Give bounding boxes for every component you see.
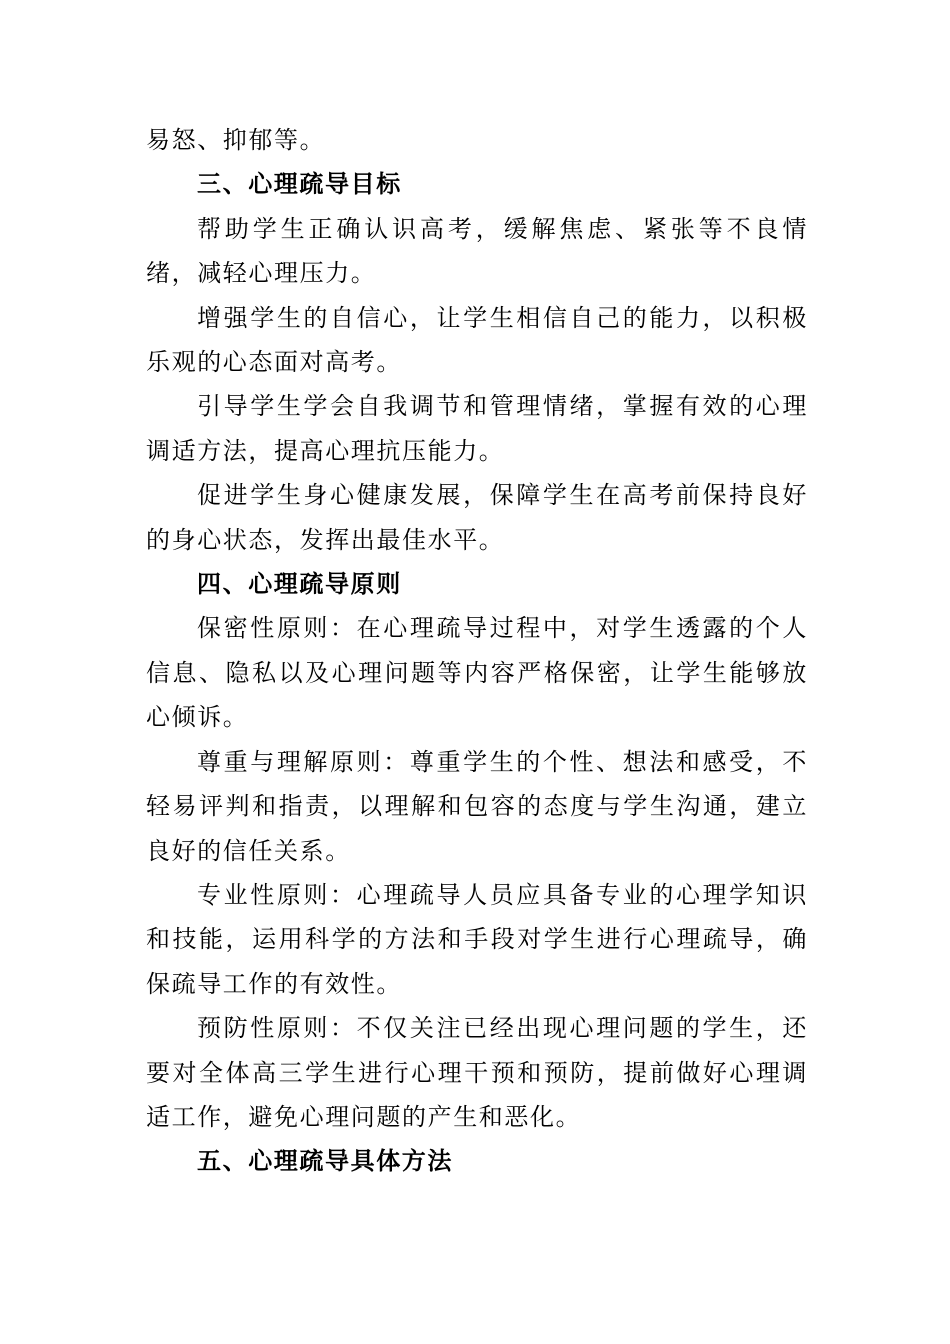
paragraph-principle-prevention: 预防性原则：不仅关注已经出现心理问题的学生，还要对全体高三学生进行心理干预和预防，提前做好心理调适工作，避免心理问题的产生和恶化。 <box>146 1014 808 1131</box>
paragraph-principle-respect: 尊重与理解原则：尊重学生的个性、想法和感受，不轻易评判和指责，以理解和包容的态度与学生沟通，建立良好的信任关系。 <box>146 747 808 865</box>
paragraph-goal-1: 帮助学生正确认识高考，缓解焦虑、紧张等不良情绪，减轻心理压力。 <box>146 214 808 288</box>
paragraph-goal-3: 引导学生学会自我调节和管理情绪，掌握有效的心理调适方法，提高心理抗压能力。 <box>146 392 808 465</box>
paragraph-continuation: 易怒、抑郁等。 <box>146 126 326 154</box>
section-heading-principles: 四、心理疏导原则 <box>197 570 402 599</box>
section-heading-goals: 三、心理疏导目标 <box>197 170 402 199</box>
document-body <box>146 118 808 1184</box>
section-heading-methods: 五、心理疏导具体方法 <box>197 1147 453 1176</box>
paragraph-principle-professional: 专业性原则：心理疏导人员应具备专业的心理学知识和技能，运用科学的方法和手段对学生进行心理疏导，确保疏导工作的有效性。 <box>146 880 808 998</box>
paragraph-principle-confidentiality: 保密性原则：在心理疏导过程中，对学生透露的个人信息、隐私以及心理问题等内容严格保密，让学生能够放心倾诉。 <box>146 614 808 732</box>
paragraph-goal-2: 增强学生的自信心，让学生相信自己的能力，以积极乐观的心态面对高考。 <box>146 303 808 377</box>
paragraph-goal-4: 促进学生身心健康发展，保障学生在高考前保持良好的身心状态，发挥出最佳水平。 <box>146 481 808 554</box>
